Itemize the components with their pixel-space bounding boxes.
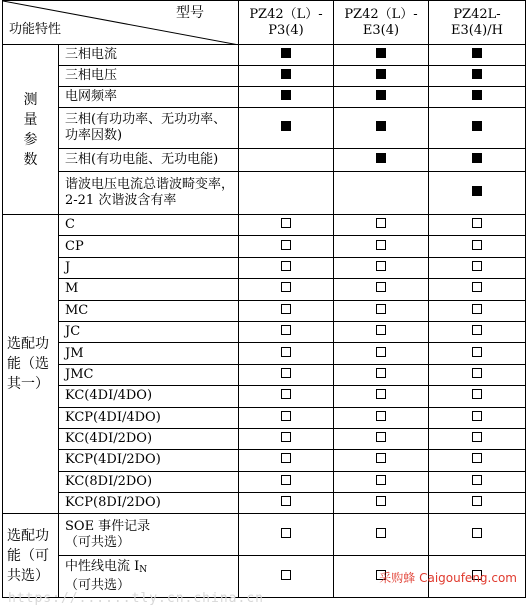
- mark-cell: [334, 450, 429, 471]
- mark-cell: [239, 343, 334, 364]
- mark-cell: [429, 450, 526, 471]
- empty-square-icon: [281, 570, 291, 580]
- model-header-3: PZ42L-E3(4)/H: [429, 1, 526, 45]
- mark-cell: [334, 215, 429, 236]
- mark-cell: [429, 45, 526, 66]
- mark-cell: [429, 471, 526, 492]
- mark-cell: [429, 108, 526, 149]
- mark-cell: [429, 87, 526, 108]
- mark-cell: [334, 407, 429, 428]
- group-measure-line: 测: [23, 91, 38, 108]
- mark-cell: [334, 386, 429, 407]
- option-label-cell: M: [59, 279, 239, 300]
- mark-cell: [239, 66, 334, 87]
- mark-cell: [334, 279, 429, 300]
- mark-cell: [334, 45, 429, 66]
- table-row: [3, 407, 526, 428]
- feature-label-cell: 谐波电压电流总谐波畸变率，2-21 次谐波含有率: [59, 172, 239, 215]
- mark-cell: [239, 257, 334, 278]
- option-label-cell: J: [59, 257, 239, 278]
- filled-square-icon: [472, 153, 482, 163]
- table-row: [3, 428, 526, 449]
- table-row: [3, 300, 526, 321]
- feature-label-cell: 三相(有功功率、无功功率、功率因数): [59, 108, 239, 149]
- filled-square-icon: [281, 90, 291, 100]
- model-header-2: PZ42（L）-E3(4): [334, 1, 429, 45]
- mark-cell: [239, 321, 334, 342]
- mark-cell: [334, 321, 429, 342]
- table-row: [3, 471, 526, 492]
- mark-cell: [429, 215, 526, 236]
- mark-cell: [429, 428, 526, 449]
- mark-cell: [334, 108, 429, 149]
- empty-square-icon: [472, 389, 482, 399]
- mark-cell: [429, 257, 526, 278]
- model-header-1: PZ42（L）-P3(4): [239, 1, 334, 45]
- mark-cell: [334, 514, 429, 556]
- feature-label-cell: 三相电流: [59, 45, 239, 66]
- mark-cell: [334, 493, 429, 514]
- mark-cell: [239, 108, 334, 149]
- feature-label: 功能特性: [9, 22, 62, 37]
- mark-cell: [429, 66, 526, 87]
- mark-cell: [239, 87, 334, 108]
- mark-cell: [429, 300, 526, 321]
- table-row: [3, 386, 526, 407]
- option-label-cell: CP: [59, 236, 239, 257]
- mark-cell: [239, 149, 334, 172]
- table-row: [3, 108, 526, 149]
- group-combinable-line: 选配功: [7, 527, 49, 544]
- mark-cell: [334, 172, 429, 215]
- empty-square-icon: [472, 432, 482, 442]
- option-label-cell: KCP(4DI/2DO): [59, 450, 239, 471]
- table-row: [3, 215, 526, 236]
- mark-cell: [334, 149, 429, 172]
- mark-cell: [239, 279, 334, 300]
- option-label: 中性线电流 I: [65, 559, 140, 575]
- watermark-url: https://......tly.cn.china.cn: [8, 591, 264, 606]
- group-measure: [3, 45, 59, 215]
- empty-square-icon: [376, 347, 386, 357]
- empty-square-icon: [281, 304, 291, 314]
- filled-square-icon: [376, 69, 386, 79]
- empty-square-icon: [281, 240, 291, 250]
- option-label-cell: KC(8DI/2DO): [59, 471, 239, 492]
- mark-cell: [239, 364, 334, 385]
- feature-label-cell: 电网频率: [59, 87, 239, 108]
- group-combinable: [3, 514, 59, 598]
- empty-square-icon: [472, 453, 482, 463]
- empty-square-icon: [376, 282, 386, 292]
- feature-label-cell: 三相(有功电能、无功电能): [59, 149, 239, 172]
- group-optional-line: 其一）: [7, 376, 49, 393]
- table-row: [3, 450, 526, 471]
- mark-cell: [334, 66, 429, 87]
- empty-square-icon: [376, 368, 386, 378]
- option-label-cell: JM: [59, 343, 239, 364]
- filled-square-icon: [376, 153, 386, 163]
- table-row: [3, 279, 526, 300]
- empty-square-icon: [472, 240, 482, 250]
- mark-cell: [334, 236, 429, 257]
- table-row: [3, 87, 526, 108]
- header-diagonal-cell: [3, 1, 239, 45]
- mark-cell: [429, 279, 526, 300]
- mark-cell: [239, 172, 334, 215]
- mark-cell: [239, 514, 334, 556]
- empty-square-icon: [472, 496, 482, 506]
- empty-square-icon: [281, 411, 291, 421]
- empty-square-icon: [376, 496, 386, 506]
- filled-square-icon: [472, 186, 482, 196]
- feature-table: [2, 0, 526, 598]
- option-label-cell: KC(4DI/4DO): [59, 386, 239, 407]
- option-label-line: [65, 519, 238, 535]
- filled-square-icon: [472, 121, 482, 131]
- option-label-cell: KCP(8DI/2DO): [59, 493, 239, 514]
- option-label-subscript: N: [139, 565, 148, 576]
- mark-cell: [334, 300, 429, 321]
- mark-cell: [334, 343, 429, 364]
- table-row: [3, 343, 526, 364]
- mark-cell: [334, 428, 429, 449]
- empty-square-icon: [376, 389, 386, 399]
- mark-cell: [429, 236, 526, 257]
- mark-cell: [239, 386, 334, 407]
- empty-square-icon: [376, 453, 386, 463]
- option-label-cell: JMC: [59, 364, 239, 385]
- filled-square-icon: [281, 121, 291, 131]
- empty-square-icon: [472, 218, 482, 228]
- table-row: [3, 45, 526, 66]
- mark-cell: [429, 149, 526, 172]
- empty-square-icon: [472, 325, 482, 335]
- mark-cell: [239, 450, 334, 471]
- watermark-brand: 采购蜂 Caigoufeng.com: [379, 571, 517, 585]
- table-row: [3, 321, 526, 342]
- mark-cell: [429, 386, 526, 407]
- empty-square-icon: [281, 528, 291, 538]
- option-label-cell: KCP(4DI/4DO): [59, 407, 239, 428]
- mark-cell: [429, 321, 526, 342]
- filled-square-icon: [376, 121, 386, 131]
- empty-square-icon: [472, 347, 482, 357]
- mark-cell: [429, 407, 526, 428]
- empty-square-icon: [281, 475, 291, 485]
- empty-square-icon: [281, 261, 291, 271]
- mark-cell: [334, 364, 429, 385]
- empty-square-icon: [376, 325, 386, 335]
- mark-cell: [239, 493, 334, 514]
- empty-square-icon: [376, 261, 386, 271]
- filled-square-icon: [472, 69, 482, 79]
- mark-cell: [239, 45, 334, 66]
- group-optional-line: 能（选: [7, 356, 49, 373]
- option-label-cell: JC: [59, 321, 239, 342]
- empty-square-icon: [281, 368, 291, 378]
- empty-square-icon: [472, 528, 482, 538]
- table-row: [3, 149, 526, 172]
- empty-square-icon: [281, 496, 291, 506]
- empty-square-icon: [376, 528, 386, 538]
- empty-square-icon: [281, 432, 291, 442]
- empty-square-icon: [281, 389, 291, 399]
- mark-cell: [429, 364, 526, 385]
- mark-cell: [239, 428, 334, 449]
- mark-cell: [334, 471, 429, 492]
- empty-square-icon: [281, 325, 291, 335]
- mark-cell: [239, 300, 334, 321]
- table-row: [3, 514, 526, 556]
- empty-square-icon: [376, 475, 386, 485]
- empty-square-icon: [281, 347, 291, 357]
- mark-cell: [239, 236, 334, 257]
- option-note: （可共选）: [65, 534, 131, 550]
- filled-square-icon: [472, 90, 482, 100]
- empty-square-icon: [472, 261, 482, 271]
- feature-label-cell: 三相电压: [59, 66, 239, 87]
- group-measure-line: 量: [23, 111, 38, 128]
- mark-cell: [239, 471, 334, 492]
- empty-square-icon: [472, 475, 482, 485]
- table-row: [3, 66, 526, 87]
- table-row: [3, 257, 526, 278]
- filled-square-icon: [281, 48, 291, 58]
- empty-square-icon: [281, 218, 291, 228]
- header-row: [3, 1, 526, 45]
- group-measure-line: 数: [23, 151, 38, 168]
- empty-square-icon: [376, 240, 386, 250]
- group-optional: [3, 215, 59, 514]
- mark-cell: [334, 257, 429, 278]
- group-optional-line: 选配功: [7, 336, 49, 353]
- filled-square-icon: [281, 69, 291, 79]
- filled-square-icon: [376, 90, 386, 100]
- empty-square-icon: [472, 282, 482, 292]
- empty-square-icon: [376, 411, 386, 421]
- option-label-cell: MC: [59, 300, 239, 321]
- option-label-cell: KC(4DI/2DO): [59, 428, 239, 449]
- mark-cell: [239, 215, 334, 236]
- empty-square-icon: [472, 304, 482, 314]
- mark-cell: [239, 407, 334, 428]
- mark-cell: [334, 87, 429, 108]
- option-note: （可共选）: [65, 578, 131, 594]
- empty-square-icon: [376, 304, 386, 314]
- mark-cell: [429, 514, 526, 556]
- empty-square-icon: [281, 453, 291, 463]
- option-label-line: [65, 559, 238, 578]
- empty-square-icon: [472, 411, 482, 421]
- group-combinable-line: 共选）: [7, 567, 49, 584]
- empty-square-icon: [472, 368, 482, 378]
- option-label: SOE 事件记录: [65, 518, 151, 534]
- table-row: [3, 493, 526, 514]
- option-label-cell: [59, 514, 239, 556]
- option-label-cell: C: [59, 215, 239, 236]
- mark-cell: [429, 343, 526, 364]
- filled-square-icon: [472, 48, 482, 58]
- empty-square-icon: [376, 432, 386, 442]
- group-measure-line: 参: [23, 131, 38, 148]
- empty-square-icon: [376, 218, 386, 228]
- filled-square-icon: [376, 48, 386, 58]
- mark-cell: [429, 493, 526, 514]
- table-row: [3, 236, 526, 257]
- table-row: [3, 364, 526, 385]
- mark-cell: [429, 172, 526, 215]
- model-label: 型号: [176, 5, 204, 21]
- group-combinable-line: 能（可: [7, 547, 49, 564]
- empty-square-icon: [281, 282, 291, 292]
- table-row: [3, 172, 526, 215]
